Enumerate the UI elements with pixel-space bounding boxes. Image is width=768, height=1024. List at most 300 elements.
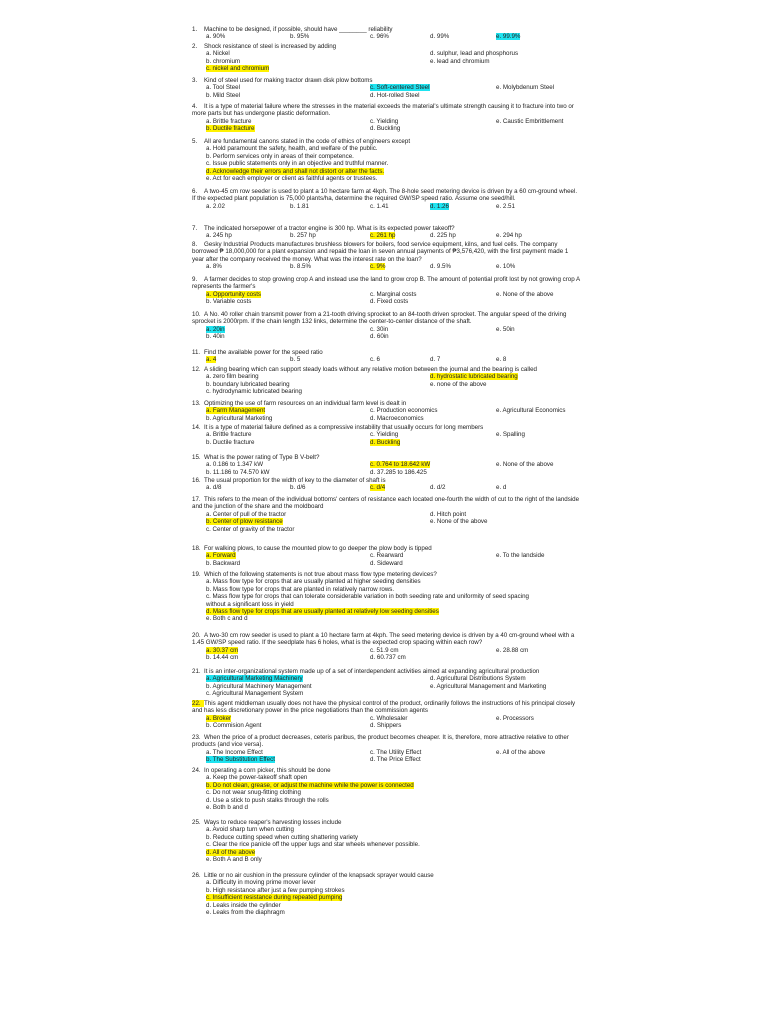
option-text: a. The Income Effect [206,748,263,756]
question-number: 6. [192,188,198,195]
answer-options [192,749,582,764]
highlighted-answer: a. 20in [206,325,225,333]
answer-option [430,33,449,40]
answer-option [206,601,294,608]
answer-option [206,145,378,152]
answer-option [370,654,406,661]
question-stem [192,349,582,356]
answer-option [206,431,251,438]
answer-option [206,263,222,270]
question-number: 19. [192,571,201,578]
option-text: a. zero film bearing [206,373,259,381]
option-text: e. none of the above [430,380,487,388]
question-number: 7. [192,225,198,232]
question-4 [192,103,582,133]
option-text: e. 50in [496,325,515,333]
option-text: a. Avoid sharp turn when cutting [206,826,294,834]
answer-option [206,232,232,239]
question-text: When the price of a product decreases, ceteris paribus, the product becomes cheaper. It is, therefore, more attractive relative to other products (and vice versa). [192,734,569,749]
option-text: e. d [496,484,507,492]
answer-option [206,125,255,132]
question-stem [192,767,582,774]
answer-option [370,469,427,476]
highlighted-answer: d. Buckling [370,438,401,446]
answer-option [370,232,395,239]
answer-option [290,33,309,40]
option-text: b. d/6 [290,484,306,492]
answer-option [290,232,316,239]
option-text: e. Molybdenum Steel [496,84,555,92]
answer-option [370,125,400,132]
option-text: c. Issue public statements only in an objective and truthful manner. [206,160,389,168]
answer-options [192,461,582,476]
highlighted-answer: d. hydrostatic lubricated bearing [430,373,518,381]
question-text: The usual proportion for the width of key to the diameter of shaft is [204,477,386,484]
question-text: Gesky Industrial Products manufactures brushless blowers for boilers, food service equipment, kilns, and fuel cells. The company borrowed ₱ 18,000,000 for a plant expansion and repaid the loan in seven annual payments of ₱3,576,420, with the first payment made 1 year after the company received the money. What was the interest rate on the loan? [192,241,569,263]
answer-option [206,887,345,894]
question-text: A No. 40 roller chain transmit power from a 21-tooth driving sprocket to an 84-tooth driven sprocket. The angular speed of the driving sprocket is 2000rpm. If the chain length 132 links, determine the center-to-center distance of the shaft. [192,311,567,326]
answer-option [370,84,430,91]
option-text: e. Leaks from the diaphragm [206,909,285,916]
answer-option [370,415,424,422]
question-text: For walking plows, to cause the mounted plow to go deeper the plow body is tipped [204,545,432,552]
answer-option [496,326,515,333]
option-text: e. lead and chromium [430,57,490,65]
answer-option [206,50,230,57]
answer-option [206,326,225,333]
answer-option [496,647,528,654]
answer-option [370,298,408,305]
question-text: It is a type of material failure defined as a compressive instability that usually occurs for long members [204,424,484,431]
option-text: a. 90% [206,33,226,41]
answer-option [206,782,414,789]
answer-option [496,461,553,468]
answer-option [206,615,248,622]
question-stem [192,77,582,84]
answer-option [206,774,307,781]
question-stem [192,43,582,50]
option-text: b. 95% [290,33,310,41]
answer-option [370,92,420,99]
question-text: It is a type of material failure where the stresses in the material exceeds the material's ultimate strength causing it to fracture into two or more parts but has undergone plastic deformation. [192,103,574,118]
answer-options [192,373,582,395]
answer-option [206,415,272,422]
answer-option [206,65,269,72]
question-stem [192,668,582,675]
answer-option [206,153,354,160]
option-text: c. Do not wear snug-fitting clothing [206,789,301,797]
highlighted-answer: a. 30.37 cm [206,646,239,654]
question-26 [192,872,582,916]
highlighted-answer: d. Acknowledge their errors and shall not distort or alter the facts. [206,167,385,175]
question-number: 17. [192,496,201,503]
answer-option [370,431,398,438]
answer-option [370,715,407,722]
question-number: 2. [192,43,198,50]
question-text: What is the power rating of Type B V-belt? [204,454,320,461]
answer-option [206,298,251,305]
answer-options [192,145,582,182]
option-text: b. 40in [206,333,225,341]
answer-option [496,715,534,722]
question-22 [192,700,582,730]
option-text: b. Agricultural Machinery Management [206,682,312,690]
question-number: 22. [192,700,204,707]
option-text: e. Both A and B only [206,856,262,863]
answer-option [206,484,221,491]
question-number: 14. [192,424,201,431]
answer-option [370,560,403,567]
highlighted-answer: d. 1.26 [430,202,449,210]
highlighted-answer: c. Soft-centered Steel [370,84,430,92]
option-text: a. Brittle fracture [206,431,252,439]
question-text: Machine to be designed, if possible, should have ________ reliability [204,26,393,33]
question-12 [192,366,582,396]
question-stem [192,311,582,326]
option-text: d. Buckling [370,125,401,133]
option-text: d. 99% [430,33,450,41]
answer-option [370,326,388,333]
question-21 [192,668,582,698]
answer-option [206,552,236,559]
option-text: e. Agricultural Economics [496,407,566,415]
question-25 [192,819,582,863]
question-16 [192,477,582,492]
answer-option [206,715,231,722]
option-text: a. Tool Steel [206,84,240,92]
highlighted-answer: c. Insufficient resistance during repeated pumping [206,894,343,902]
answer-option [206,849,255,856]
answer-option [370,333,389,340]
option-text: b. 14.44 cm [206,654,239,662]
question-stem [192,571,582,578]
question-text: Little or no air cushion in the pressure cylinder of the knapsack sprayer would cause [204,872,434,879]
question-number: 8. [192,241,198,248]
question-text: It is an inter-organizational system made up of a set of interdependent activities aimed at expanding agricultural production [204,668,540,675]
highlighted-answer: a. Agricultural Marketing Machinery [206,675,303,683]
question-18 [192,545,582,567]
answer-option [370,722,401,729]
answer-option [206,461,263,468]
question-text: All are fundamental canons stated in the code of ethics of engineers except [204,138,411,145]
answer-option [206,33,225,40]
option-text: d. 225 hp [430,232,456,240]
option-text: c. Marginal costs [370,290,417,298]
question-text: A sliding bearing which can support steady loads without any relative motion between the journal and the bearing is called [204,366,537,373]
answer-options [192,356,582,363]
answer-option [206,834,358,841]
question-number: 9. [192,276,198,283]
answer-option [370,118,398,125]
option-text: d. 37.285 to 186.425 [370,468,427,476]
question-17 [192,496,582,533]
question-stem [192,477,582,484]
option-text: d. Leaks inside the cylinder [206,901,281,909]
option-text: b. Mass flow type for crops that are planted in relatively narrow rows. [206,585,395,593]
answer-option [206,560,240,567]
question-stem [192,138,582,145]
option-text: d. Fixed costs [370,298,409,306]
answer-option [206,160,388,167]
answer-option [370,552,403,559]
question-number: 10. [192,311,201,318]
option-text: b. Commision Agent [206,722,262,730]
question-stem [192,26,582,33]
answer-option [370,749,421,756]
option-text: c. 1.41 [370,202,389,210]
answer-option [430,232,456,239]
option-text: e. To the landside [496,552,545,560]
answer-option [206,388,302,395]
question-stem [192,454,582,461]
answer-option [206,92,240,99]
highlighted-answer: a. 4 [206,356,217,364]
answer-option [430,263,451,270]
answer-option [496,232,522,239]
highlighted-answer: c. 261 hp [370,232,396,240]
answer-option [430,356,440,363]
answer-option [206,608,439,615]
option-text: c. Clear the rice panicle off the upper lugs and star wheels whenever possible. [206,841,420,849]
question-stem [192,734,582,749]
option-text: a. 8% [206,263,222,271]
option-text: e. None of the above [496,461,554,469]
option-text: without a significant loss in yield [206,600,294,608]
answer-option [206,84,240,91]
option-text: d. 9.5% [430,263,451,271]
answer-option [430,511,466,518]
answer-option [430,484,445,491]
question-number: 15. [192,454,201,461]
option-text: c. hydrodynamic lubricated bearing [206,388,302,396]
answer-option [430,381,486,388]
answer-option [496,484,506,491]
answer-option [370,461,430,468]
highlighted-answer: d. All of the above [206,848,256,856]
answer-option [496,431,525,438]
question-stem [192,225,582,232]
question-text: Optimizing the use of farm resources on an individual farm level is dealt in [204,400,407,407]
question-number: 23. [192,734,201,741]
answer-option [496,33,520,40]
option-text: e. None of the above [496,290,554,298]
answer-option [496,749,545,756]
highlighted-answer: b. Do not clean, grease, or adjust the machine while the power is connected [206,781,414,789]
option-text: a. 0.186 to 1.347 kW [206,461,264,469]
answer-option [206,894,342,901]
option-text: b. Mild Steel [206,91,241,99]
answer-options [192,715,582,730]
option-text: d. Sideward [370,559,403,567]
answer-option [370,356,380,363]
question-stem [192,400,582,407]
answer-options [192,675,582,697]
answer-options [192,511,582,533]
option-text: e. Processors [496,714,534,722]
option-text: c. Agricultural Management System [206,690,304,698]
question-20 [192,632,582,662]
highlighted-answer: c. nickel and chromium [206,65,270,73]
answer-options [192,774,582,811]
question-number: 3. [192,77,198,84]
answer-option [430,683,546,690]
option-text: c. Yielding [370,117,399,125]
option-text: b. Variable costs [206,298,252,306]
option-text: d. 7 [430,356,441,364]
answer-option [370,407,437,414]
highlighted-answer: a. Broker [206,714,232,722]
option-text: b. Agricultural Marketing [206,414,273,422]
question-stem [192,872,582,879]
question-number: 13. [192,400,201,407]
question-number: 18. [192,545,201,552]
question-number: 21. [192,668,201,675]
answer-option [206,291,261,298]
answer-option [290,356,300,363]
answer-options [192,431,582,446]
answer-option [206,58,240,65]
question-number: 20. [192,632,201,639]
answer-option [206,203,225,210]
answer-option [496,552,544,559]
option-text: b. 257 hp [290,232,316,240]
answer-option [496,84,554,91]
option-text: e. 294 hp [496,232,522,240]
option-text: d. The Price Effect [370,756,421,764]
option-text: b. Reduce cutting speed when cutting shattering variety [206,833,359,841]
answer-option [430,373,518,380]
question-2 [192,43,582,73]
option-text: b. 5 [290,356,301,364]
question-number: 16. [192,477,201,484]
option-text: d. Hot-rolled Steel [370,91,420,99]
question-number: 26. [192,872,201,879]
question-7 [192,225,582,240]
answer-option [206,683,312,690]
answer-option [370,484,385,491]
option-text: c. 6 [370,356,380,364]
highlighted-answer: a. Farm Management [206,407,266,415]
answer-options [192,118,582,133]
question-24 [192,767,582,811]
highlighted-answer: b. Ductile fracture [206,125,255,133]
option-text: a. Hold paramount the safety, health, and welfare of the public. [206,145,378,153]
option-text: c. Wholesaler [370,714,408,722]
answer-option [206,749,263,756]
answer-options [192,879,582,916]
question-23 [192,734,582,764]
answer-options [192,826,582,863]
question-text: Kind of steel used for making tractor drawn disk plow bottoms [204,77,373,84]
option-text: b. boundary lubricated bearing [206,380,290,388]
answer-option [206,856,262,863]
answer-option [206,175,377,182]
question-11 [192,349,582,364]
option-text: d. 60.737 cm [370,654,406,662]
answer-option [430,518,487,525]
highlighted-answer: b. Center of plow resistance [206,518,283,526]
answer-options [192,84,582,99]
option-text: d. Agricultural Distributions System [430,675,526,683]
option-text: e. 2.51 [496,202,515,210]
highlighted-answer: c. 9% [370,263,386,271]
question-text: A two-45 cm row seeder is used to plant a 10 hectare farm at 4kph. The 8-hole seed metering device is driven by a 60 cm-ground wheel. If the expected plant population is 75,000 plants/ha, determine the required GW/SP speed ratio. Assume one seed/hill. [192,188,578,203]
answer-option [370,439,400,446]
option-text: e. Both b and d [206,804,248,811]
answer-options [192,407,582,422]
answer-option [290,203,309,210]
answer-option [496,356,506,363]
option-text: b. 1.81 [290,202,309,210]
question-number: 5. [192,138,198,145]
answer-option [206,578,421,585]
option-text: c. 51.9 cm [370,646,399,654]
answer-option [206,797,329,804]
option-text: e. Agricultural Management and Marketing [430,682,547,690]
option-text: b. Perform services only in areas of their competence. [206,152,354,160]
answer-options [192,647,582,662]
question-text: In operating a corn picker, this should be done [204,767,331,774]
question-stem [192,700,582,715]
answer-options [192,263,582,270]
answer-option [206,439,255,446]
option-text: d. Use a stick to push stalks through the rolls [206,796,329,804]
answer-option [206,118,251,125]
option-text: e. 28.88 cm [496,646,529,654]
answer-option [206,690,303,697]
question-stem [192,276,582,291]
question-text: Find the available power for the speed ratio [204,349,323,356]
question-number: 24. [192,767,201,774]
question-13 [192,400,582,422]
option-text: b. Backward [206,559,241,567]
answer-option [206,909,285,916]
question-text: Shock resistance of steel is increased by adding [204,43,337,50]
answer-option [430,203,449,210]
question-text: Which of the following statements is not true about mass flow type metering devices? [204,571,437,578]
option-text: b. 11.186 to 74.570 kW [206,468,270,476]
question-3 [192,77,582,99]
question-stem [192,632,582,647]
option-text: a. Center of pull of the tractor [206,510,287,518]
option-text: e. 10% [496,263,516,271]
answer-option [206,789,301,796]
answer-options [192,291,582,306]
answer-options [192,484,582,491]
option-text: c. Production economics [370,407,438,415]
question-stem [192,366,582,373]
answer-option [430,50,518,57]
answer-option [370,647,399,654]
answer-option [206,469,270,476]
answer-option [430,58,490,65]
answer-option [370,263,385,270]
answer-options [192,578,582,622]
option-text: d. sulphur, lead and phosphorus [430,50,519,58]
question-text: The indicated horsepower of a tractor engine is 300 hp. What is its expected power takeoff? [204,225,455,232]
option-text: a. d/8 [206,484,222,492]
question-text: A two-30 cm row seeder is used to plant a 10 hectare farm at 4kph. The seed metering device is driven by a 40 cm-ground wheel with a 1.45 GW/SP speed ratio. If the seedplate has 6 holes, what is the expected crop spacing within each row? [192,632,575,647]
option-text: b. Ductile fracture [206,438,255,446]
question-19 [192,571,582,623]
question-number: 1. [192,26,198,33]
question-number: 11. [192,349,201,356]
option-text: a. Brittle fracture [206,117,252,125]
question-5 [192,138,582,182]
question-stem [192,545,582,552]
answer-options [192,50,582,72]
answer-option [370,756,421,763]
